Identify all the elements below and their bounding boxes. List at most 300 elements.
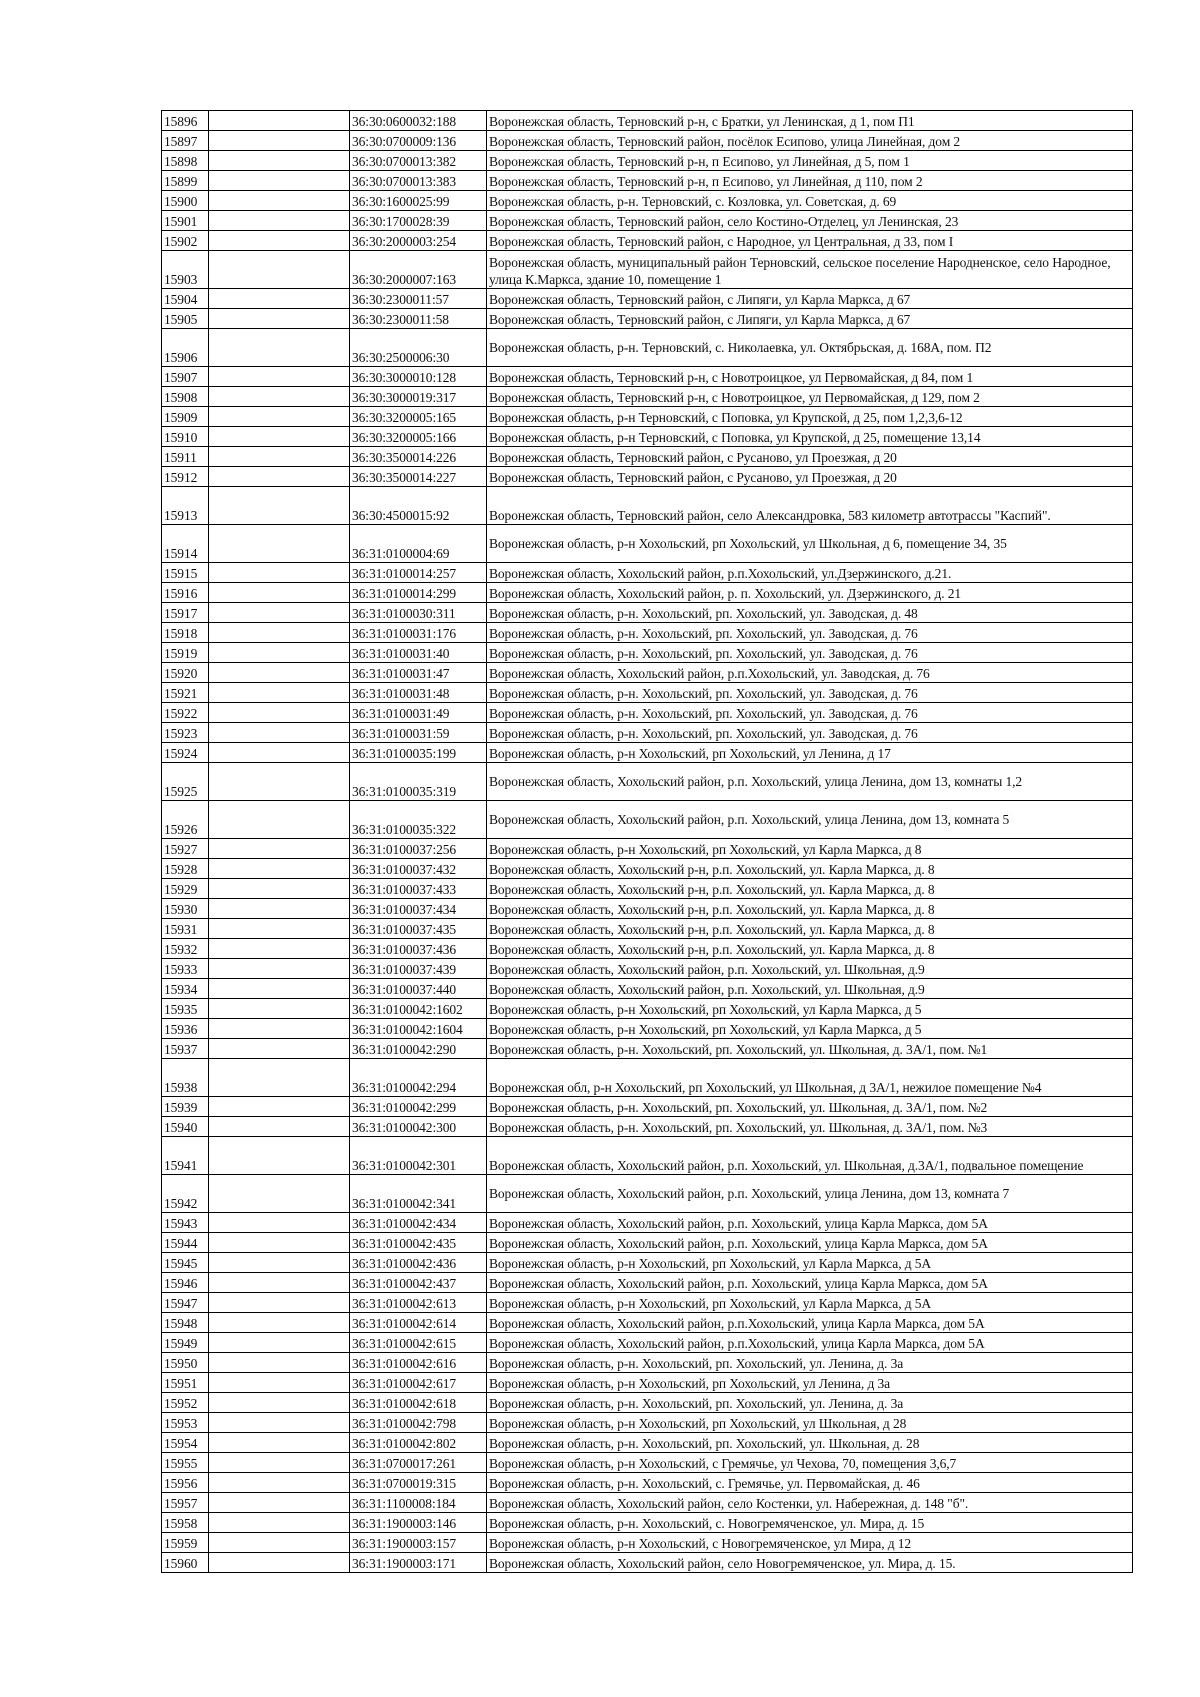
row-number-cell: 15913 — [162, 487, 209, 525]
address-cell: Воронежская область, Хохольский район, р.п. Хохольский, улица Ленина, дом 13, комната 7 — [487, 1175, 1133, 1213]
table-row — [162, 309, 1133, 329]
row-number-cell: 15947 — [162, 1293, 209, 1313]
empty-cell — [209, 839, 350, 859]
row-number-cell: 15942 — [162, 1175, 209, 1213]
empty-cell — [209, 1233, 350, 1253]
empty-cell — [209, 1413, 350, 1433]
table-row — [162, 427, 1133, 447]
row-number-cell: 15940 — [162, 1117, 209, 1137]
address-cell: Воронежская область, Хохольский район, р.п. Хохольский, улица Карла Маркса, дом 5А — [487, 1213, 1133, 1233]
address-cell: Воронежская область, Хохольский район, село Новогремяченское, ул. Мира, д. 15. — [487, 1553, 1133, 1573]
row-number-cell: 15956 — [162, 1473, 209, 1493]
address-cell: Воронежская область, р-н Хохольский, с Гремячье, ул Чехова, 70, помещения 3,6,7 — [487, 1453, 1133, 1473]
cadastral-number-cell: 36:30:0700013:383 — [350, 171, 487, 191]
address-cell: Воронежская область, Хохольский р-н, р.п. Хохольский, ул. Карла Маркса, д. 8 — [487, 859, 1133, 879]
cadastral-number-cell: 36:30:2000003:254 — [350, 231, 487, 251]
cadastral-number-cell: 36:30:4500015:92 — [350, 487, 487, 525]
empty-cell — [209, 1473, 350, 1493]
address-cell: Воронежская область, Хохольский р-н, р.п. Хохольский, ул. Карла Маркса, д. 8 — [487, 879, 1133, 899]
empty-cell — [209, 1353, 350, 1373]
empty-cell — [209, 879, 350, 899]
address-cell: Воронежская область, Хохольский р-н, р.п. Хохольский, ул. Карла Маркса, д. 8 — [487, 899, 1133, 919]
empty-cell — [209, 663, 350, 683]
table-row — [162, 801, 1133, 839]
cadastral-number-cell: 36:31:0100035:319 — [350, 763, 487, 801]
row-number-cell: 15924 — [162, 743, 209, 763]
cadastral-number-cell: 36:30:0700009:136 — [350, 131, 487, 151]
empty-cell — [209, 525, 350, 563]
cadastral-number-cell: 36:31:0100031:176 — [350, 623, 487, 643]
empty-cell — [209, 1097, 350, 1117]
cadastral-number-cell: 36:30:1600025:99 — [350, 191, 487, 211]
empty-cell — [209, 1213, 350, 1233]
address-cell: Воронежская область, р-н. Терновский, с. Козловка, ул. Советская, д. 69 — [487, 191, 1133, 211]
address-cell: Воронежская область, р-н Хохольский, рп Хохольский, ул Карла Маркса, д 5 — [487, 1019, 1133, 1039]
table-row — [162, 603, 1133, 623]
cadastral-number-cell: 36:31:0100031:48 — [350, 683, 487, 703]
row-number-cell: 15923 — [162, 723, 209, 743]
address-cell: Воронежская область, р-н. Хохольский, рп. Хохольский, ул. Заводская, д. 76 — [487, 683, 1133, 703]
empty-cell — [209, 723, 350, 743]
table-row — [162, 1453, 1133, 1473]
table-row — [162, 1039, 1133, 1059]
cadastral-number-cell: 36:31:0100042:798 — [350, 1413, 487, 1433]
empty-cell — [209, 1513, 350, 1533]
row-number-cell: 15904 — [162, 289, 209, 309]
table-row — [162, 583, 1133, 603]
cadastral-number-cell: 36:31:0100042:613 — [350, 1293, 487, 1313]
row-number-cell: 15903 — [162, 251, 209, 289]
table-row — [162, 525, 1133, 563]
table-row — [162, 1413, 1133, 1433]
empty-cell — [209, 231, 350, 251]
empty-cell — [209, 1019, 350, 1039]
row-number-cell: 15911 — [162, 447, 209, 467]
empty-cell — [209, 467, 350, 487]
cadastral-number-cell: 36:31:0100030:311 — [350, 603, 487, 623]
address-cell: Воронежская область, р-н Хохольский, рп Хохольский, ул Карла Маркса, д 5А — [487, 1293, 1133, 1313]
row-number-cell: 15896 — [162, 111, 209, 131]
address-cell: Воронежская область, р-н Терновский, с Поповка, ул Крупской, д 25, пом 1,2,3,6-12 — [487, 407, 1133, 427]
empty-cell — [209, 979, 350, 999]
empty-cell — [209, 191, 350, 211]
table-row — [162, 1433, 1133, 1453]
row-number-cell: 15920 — [162, 663, 209, 683]
table-row — [162, 289, 1133, 309]
empty-cell — [209, 623, 350, 643]
cadastral-number-cell: 36:31:0100042:1604 — [350, 1019, 487, 1039]
table-row — [162, 211, 1133, 231]
row-number-cell: 15943 — [162, 1213, 209, 1233]
empty-cell — [209, 603, 350, 623]
cadastral-number-cell: 36:31:0100042:290 — [350, 1039, 487, 1059]
empty-cell — [209, 743, 350, 763]
address-cell: Воронежская область, р-н. Хохольский, рп. Хохольский, ул. Школьная, д. 3А/1, пом. №3 — [487, 1117, 1133, 1137]
cadastral-number-cell: 36:30:2300011:58 — [350, 309, 487, 329]
cadastral-number-cell: 36:31:0100014:299 — [350, 583, 487, 603]
address-cell: Воронежская область, Хохольский район, р.п.Хохольский, ул.Дзержинского, д.21. — [487, 563, 1133, 583]
empty-cell — [209, 447, 350, 467]
address-cell: Воронежская область, р-н. Хохольский, рп. Хохольский, ул. Ленина, д. 3а — [487, 1393, 1133, 1413]
row-number-cell: 15928 — [162, 859, 209, 879]
address-cell: Воронежская область, Терновский район, с Народное, ул Центральная, д 33, пом I — [487, 231, 1133, 251]
row-number-cell: 15914 — [162, 525, 209, 563]
table-row — [162, 407, 1133, 427]
table-row — [162, 251, 1133, 289]
empty-cell — [209, 1393, 350, 1413]
table-row — [162, 1117, 1133, 1137]
table-row — [162, 1233, 1133, 1253]
address-cell: Воронежская область, Хохольский район, р.п. Хохольский, улица Ленина, дом 13, комнаты 1,2 — [487, 763, 1133, 801]
row-number-cell: 15931 — [162, 919, 209, 939]
table-row — [162, 663, 1133, 683]
row-number-cell: 15922 — [162, 703, 209, 723]
row-number-cell: 15960 — [162, 1553, 209, 1573]
cadastral-number-cell: 36:31:0100042:614 — [350, 1313, 487, 1333]
row-number-cell: 15918 — [162, 623, 209, 643]
cadastral-number-cell: 36:31:0700017:261 — [350, 1453, 487, 1473]
cadastral-number-cell: 36:31:0100037:432 — [350, 859, 487, 879]
address-cell: Воронежская область, р-н. Хохольский, рп. Хохольский, ул. Заводская, д. 76 — [487, 723, 1133, 743]
row-number-cell: 15909 — [162, 407, 209, 427]
empty-cell — [209, 1273, 350, 1293]
row-number-cell: 15925 — [162, 763, 209, 801]
empty-cell — [209, 1493, 350, 1513]
address-cell: Воронежская область, Хохольский р-н, р.п. Хохольский, ул. Карла Маркса, д. 8 — [487, 919, 1133, 939]
row-number-cell: 15945 — [162, 1253, 209, 1273]
table-row — [162, 1019, 1133, 1039]
table-row — [162, 131, 1133, 151]
table-row — [162, 329, 1133, 367]
address-cell: Воронежская область, Терновский район, село Александровка, 583 километр автотрассы "Каспий". — [487, 487, 1133, 525]
table-row — [162, 171, 1133, 191]
cadastral-number-cell: 36:31:1900003:171 — [350, 1553, 487, 1573]
cadastral-number-cell: 36:31:0100037:433 — [350, 879, 487, 899]
address-cell: Воронежская область, Хохольский район, р.п. Хохольский, улица Карла Маркса, дом 5А — [487, 1233, 1133, 1253]
table-row — [162, 839, 1133, 859]
row-number-cell: 15949 — [162, 1333, 209, 1353]
table-row — [162, 1473, 1133, 1493]
address-cell: Воронежская область, Терновский р-н, п Есипово, ул Линейная, д 5, пом 1 — [487, 151, 1133, 171]
empty-cell — [209, 959, 350, 979]
address-cell: Воронежская область, Хохольский район, р.п. Хохольский, ул. Школьная, д.9 — [487, 979, 1133, 999]
table-row — [162, 1533, 1133, 1553]
empty-cell — [209, 899, 350, 919]
address-cell: Воронежская область, р-н Хохольский, рп Хохольский, ул Школьная, д 28 — [487, 1413, 1133, 1433]
address-cell: Воронежская область, Хохольский район, р.п. Хохольский, ул. Школьная, д.3А/1, подвальное помещение — [487, 1137, 1133, 1175]
address-cell: Воронежская область, р-н. Хохольский, с. Гремячье, ул. Первомайская, д. 46 — [487, 1473, 1133, 1493]
table-row — [162, 939, 1133, 959]
table-row — [162, 487, 1133, 525]
address-cell: Воронежская область, Терновский район, с Русаново, ул Проезжая, д 20 — [487, 467, 1133, 487]
empty-cell — [209, 1059, 350, 1097]
table-row — [162, 1273, 1133, 1293]
row-number-cell: 15936 — [162, 1019, 209, 1039]
row-number-cell: 15910 — [162, 427, 209, 447]
table-row — [162, 1253, 1133, 1273]
row-number-cell: 15901 — [162, 211, 209, 231]
cadastral-number-cell: 36:31:0100014:257 — [350, 563, 487, 583]
cadastral-number-cell: 36:31:0100031:40 — [350, 643, 487, 663]
cadastral-number-cell: 36:30:3200005:166 — [350, 427, 487, 447]
row-number-cell: 15939 — [162, 1097, 209, 1117]
table-row — [162, 111, 1133, 131]
row-number-cell: 15906 — [162, 329, 209, 367]
cadastral-number-cell: 36:30:3500014:227 — [350, 467, 487, 487]
cadastral-number-cell: 36:30:3500014:226 — [350, 447, 487, 467]
cadastral-number-cell: 36:31:1100008:184 — [350, 1493, 487, 1513]
cadastral-number-cell: 36:30:2500006:30 — [350, 329, 487, 367]
empty-cell — [209, 407, 350, 427]
empty-cell — [209, 763, 350, 801]
table-row — [162, 1137, 1133, 1175]
table-row — [162, 643, 1133, 663]
row-number-cell: 15955 — [162, 1453, 209, 1473]
address-cell: Воронежская область, Терновский район, с Русаново, ул Проезжая, д 20 — [487, 447, 1133, 467]
table-row — [162, 151, 1133, 171]
row-number-cell: 15933 — [162, 959, 209, 979]
address-cell: Воронежская область, р-н. Хохольский, рп. Хохольский, ул. Ленина, д. 3а — [487, 1353, 1133, 1373]
row-number-cell: 15897 — [162, 131, 209, 151]
cadastral-number-cell: 36:31:0100042:294 — [350, 1059, 487, 1097]
address-cell: Воронежская область, Терновский р-н, с Братки, ул Ленинская, д 1, пом П1 — [487, 111, 1133, 131]
empty-cell — [209, 1039, 350, 1059]
empty-cell — [209, 1117, 350, 1137]
cadastral-number-cell: 36:31:0100042:341 — [350, 1175, 487, 1213]
row-number-cell: 15958 — [162, 1513, 209, 1533]
table-row — [162, 623, 1133, 643]
address-cell: Воронежская обл, р-н Хохольский, рп Хохольский, ул Школьная, д 3А/1, нежилое помещение №4 — [487, 1059, 1133, 1097]
cadastral-number-cell: 36:31:0100042:616 — [350, 1353, 487, 1373]
empty-cell — [209, 367, 350, 387]
table-row — [162, 899, 1133, 919]
address-cell: Воронежская область, р-н Хохольский, с Новогремяченское, ул Мира, д 12 — [487, 1533, 1133, 1553]
address-cell: Воронежская область, р-н. Хохольский, рп. Хохольский, ул. Заводская, д. 76 — [487, 703, 1133, 723]
empty-cell — [209, 251, 350, 289]
row-number-cell: 15934 — [162, 979, 209, 999]
row-number-cell: 15959 — [162, 1533, 209, 1553]
cadastral-number-cell: 36:31:0100037:435 — [350, 919, 487, 939]
table-row — [162, 1513, 1133, 1533]
row-number-cell: 15944 — [162, 1233, 209, 1253]
cadastral-number-cell: 36:31:0100031:59 — [350, 723, 487, 743]
empty-cell — [209, 1293, 350, 1313]
empty-cell — [209, 1175, 350, 1213]
table-row — [162, 763, 1133, 801]
table-row — [162, 1313, 1133, 1333]
cadastral-number-cell: 36:30:0700013:382 — [350, 151, 487, 171]
registry-table — [161, 110, 1133, 1573]
address-cell: Воронежская область, Терновский район, посёлок Есипово, улица Линейная, дом 2 — [487, 131, 1133, 151]
table-row — [162, 1097, 1133, 1117]
cadastral-number-cell: 36:31:0100031:49 — [350, 703, 487, 723]
empty-cell — [209, 427, 350, 447]
row-number-cell: 15957 — [162, 1493, 209, 1513]
row-number-cell: 15926 — [162, 801, 209, 839]
address-cell: Воронежская область, р-н Хохольский, рп Хохольский, ул Ленина, д 3а — [487, 1373, 1133, 1393]
empty-cell — [209, 171, 350, 191]
address-cell: Воронежская область, р-н Хохольский, рп Хохольский, ул Ленина, д 17 — [487, 743, 1133, 763]
address-cell: Воронежская область, р-н. Хохольский, рп. Хохольский, ул. Школьная, д. 3А/1, пом. №2 — [487, 1097, 1133, 1117]
table-row — [162, 879, 1133, 899]
address-cell: Воронежская область, Терновский район, село Костино-Отделец, ул Ленинская, 23 — [487, 211, 1133, 231]
address-cell: Воронежская область, Терновский район, с Липяги, ул Карла Маркса, д 67 — [487, 309, 1133, 329]
row-number-cell: 15952 — [162, 1393, 209, 1413]
address-cell: Воронежская область, Терновский район, с Липяги, ул Карла Маркса, д 67 — [487, 289, 1133, 309]
empty-cell — [209, 1453, 350, 1473]
table-row — [162, 703, 1133, 723]
address-cell: Воронежская область, р-н Хохольский, рп Хохольский, ул Карла Маркса, д 5 — [487, 999, 1133, 1019]
row-number-cell: 15930 — [162, 899, 209, 919]
empty-cell — [209, 859, 350, 879]
address-cell: Воронежская область, Хохольский р-н, р.п. Хохольский, ул. Карла Маркса, д. 8 — [487, 939, 1133, 959]
row-number-cell: 15907 — [162, 367, 209, 387]
address-cell: Воронежская область, Терновский р-н, с Новотроицкое, ул Первомайская, д 129, пом 2 — [487, 387, 1133, 407]
empty-cell — [209, 211, 350, 231]
address-cell: Воронежская область, Хохольский район, село Костенки, ул. Набережная, д. 148 "б". — [487, 1493, 1133, 1513]
table-row — [162, 1373, 1133, 1393]
table-row — [162, 1553, 1133, 1573]
cadastral-number-cell: 36:31:0100042:615 — [350, 1333, 487, 1353]
address-cell: Воронежская область, р-н. Хохольский, рп. Хохольский, ул. Школьная, д. 28 — [487, 1433, 1133, 1453]
address-cell: Воронежская область, муниципальный район Терновский, сельское поселение Народненское, село Народное, улица К.Маркса, здание 10, помещение 1 — [487, 251, 1133, 289]
empty-cell — [209, 151, 350, 171]
empty-cell — [209, 1253, 350, 1273]
table-row — [162, 387, 1133, 407]
row-number-cell: 15937 — [162, 1039, 209, 1059]
row-number-cell: 15921 — [162, 683, 209, 703]
row-number-cell: 15953 — [162, 1413, 209, 1433]
table-row — [162, 367, 1133, 387]
table-row — [162, 447, 1133, 467]
address-cell: Воронежская область, р-н. Хохольский, рп. Хохольский, ул. Заводская, д. 48 — [487, 603, 1133, 623]
row-number-cell: 15905 — [162, 309, 209, 329]
table-row — [162, 1293, 1133, 1313]
empty-cell — [209, 801, 350, 839]
table-row — [162, 683, 1133, 703]
table-row — [162, 723, 1133, 743]
empty-cell — [209, 563, 350, 583]
empty-cell — [209, 387, 350, 407]
cadastral-number-cell: 36:31:0100042:802 — [350, 1433, 487, 1453]
cadastral-number-cell: 36:31:0100042:617 — [350, 1373, 487, 1393]
empty-cell — [209, 111, 350, 131]
row-number-cell: 15951 — [162, 1373, 209, 1393]
cadastral-number-cell: 36:31:1900003:146 — [350, 1513, 487, 1533]
empty-cell — [209, 1333, 350, 1353]
address-cell: Воронежская область, Хохольский район, р.п. Хохольский, улица Ленина, дом 13, комната 5 — [487, 801, 1133, 839]
row-number-cell: 15929 — [162, 879, 209, 899]
cadastral-number-cell: 36:31:0100004:69 — [350, 525, 487, 563]
row-number-cell: 15938 — [162, 1059, 209, 1097]
address-cell: Воронежская область, р-н. Хохольский, рп. Хохольский, ул. Заводская, д. 76 — [487, 623, 1133, 643]
cadastral-number-cell: 36:31:0100042:436 — [350, 1253, 487, 1273]
row-number-cell: 15950 — [162, 1353, 209, 1373]
cadastral-number-cell: 36:31:0100037:436 — [350, 939, 487, 959]
cadastral-number-cell: 36:30:1700028:39 — [350, 211, 487, 231]
table-row — [162, 1493, 1133, 1513]
empty-cell — [209, 939, 350, 959]
cadastral-number-cell: 36:31:0100037:439 — [350, 959, 487, 979]
cadastral-number-cell: 36:31:1900003:157 — [350, 1533, 487, 1553]
table-row — [162, 191, 1133, 211]
table-row — [162, 231, 1133, 251]
address-cell: Воронежская область, Терновский р-н, п Есипово, ул Линейная, д 110, пом 2 — [487, 171, 1133, 191]
cadastral-number-cell: 36:31:0100037:434 — [350, 899, 487, 919]
cadastral-number-cell: 36:30:3000019:317 — [350, 387, 487, 407]
row-number-cell: 15916 — [162, 583, 209, 603]
address-cell: Воронежская область, Терновский р-н, с Новотроицкое, ул Первомайская, д 84, пом 1 — [487, 367, 1133, 387]
table-row — [162, 979, 1133, 999]
table-row — [162, 1333, 1133, 1353]
cadastral-number-cell: 36:31:0100042:299 — [350, 1097, 487, 1117]
empty-cell — [209, 289, 350, 309]
address-cell: Воронежская область, р-н. Хохольский, рп. Хохольский, ул. Заводская, д. 76 — [487, 643, 1133, 663]
address-cell: Воронежская область, р-н. Терновский, с. Николаевка, ул. Октябрьская, д. 168А, пом. П2 — [487, 329, 1133, 367]
row-number-cell: 15932 — [162, 939, 209, 959]
address-cell: Воронежская область, Хохольский район, р.п. Хохольский, ул. Школьная, д.9 — [487, 959, 1133, 979]
empty-cell — [209, 703, 350, 723]
cadastral-number-cell: 36:30:3000010:128 — [350, 367, 487, 387]
empty-cell — [209, 1553, 350, 1573]
cadastral-number-cell: 36:31:0100035:322 — [350, 801, 487, 839]
empty-cell — [209, 487, 350, 525]
row-number-cell: 15912 — [162, 467, 209, 487]
empty-cell — [209, 999, 350, 1019]
table-row — [162, 1393, 1133, 1413]
row-number-cell: 15919 — [162, 643, 209, 663]
row-number-cell: 15935 — [162, 999, 209, 1019]
empty-cell — [209, 1137, 350, 1175]
table-row — [162, 563, 1133, 583]
cadastral-number-cell: 36:31:0100042:434 — [350, 1213, 487, 1233]
address-cell: Воронежская область, р-н Хохольский, рп Хохольский, ул Карла Маркса, д 8 — [487, 839, 1133, 859]
cadastral-number-cell: 36:30:2300011:57 — [350, 289, 487, 309]
row-number-cell: 15946 — [162, 1273, 209, 1293]
row-number-cell: 15954 — [162, 1433, 209, 1453]
address-cell: Воронежская область, р-н Хохольский, рп Хохольский, ул Школьная, д 6, помещение 34, 35 — [487, 525, 1133, 563]
empty-cell — [209, 643, 350, 663]
row-number-cell: 15900 — [162, 191, 209, 211]
table-row — [162, 1213, 1133, 1233]
address-cell: Воронежская область, р-н Хохольский, рп Хохольский, ул Карла Маркса, д 5А — [487, 1253, 1133, 1273]
cadastral-number-cell: 36:31:0100031:47 — [350, 663, 487, 683]
empty-cell — [209, 1533, 350, 1553]
cadastral-number-cell: 36:31:0700019:315 — [350, 1473, 487, 1493]
table-row — [162, 1353, 1133, 1373]
empty-cell — [209, 309, 350, 329]
empty-cell — [209, 1373, 350, 1393]
table-row — [162, 999, 1133, 1019]
table-row — [162, 743, 1133, 763]
cadastral-number-cell: 36:30:3200005:165 — [350, 407, 487, 427]
row-number-cell: 15908 — [162, 387, 209, 407]
table-row — [162, 859, 1133, 879]
empty-cell — [209, 1433, 350, 1453]
empty-cell — [209, 329, 350, 367]
table-row — [162, 1059, 1133, 1097]
address-cell: Воронежская область, Хохольский район, р.п. Хохольский, улица Карла Маркса, дом 5А — [487, 1273, 1133, 1293]
cadastral-number-cell: 36:31:0100042:301 — [350, 1137, 487, 1175]
row-number-cell: 15898 — [162, 151, 209, 171]
row-number-cell: 15917 — [162, 603, 209, 623]
cadastral-number-cell: 36:30:2000007:163 — [350, 251, 487, 289]
cadastral-number-cell: 36:31:0100035:199 — [350, 743, 487, 763]
cadastral-number-cell: 36:31:0100042:618 — [350, 1393, 487, 1413]
empty-cell — [209, 1313, 350, 1333]
address-cell: Воронежская область, Хохольский район, р.п.Хохольский, улица Карла Маркса, дом 5А — [487, 1313, 1133, 1333]
row-number-cell: 15927 — [162, 839, 209, 859]
